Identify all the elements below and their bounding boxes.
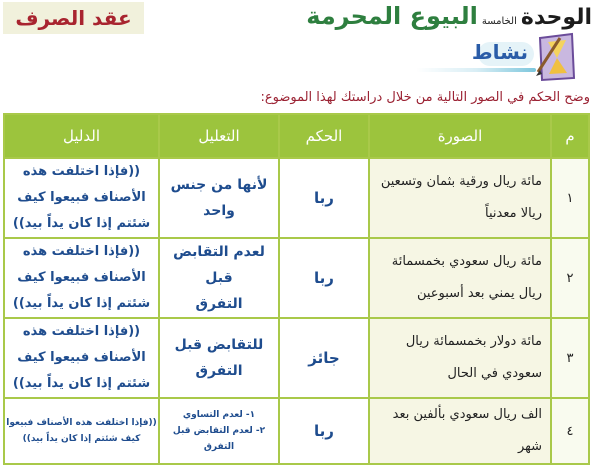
reason-line: ١- لعدم التساوي	[182, 410, 256, 420]
ruling-cell: ربا	[279, 398, 369, 464]
table-row	[4, 318, 589, 398]
column-header-picture: الصورة	[369, 114, 551, 158]
reason-line: التفرق	[195, 363, 243, 379]
evidence-line: شئتم إذا كان يداً بيد))	[12, 296, 151, 311]
ruling-cell: جائز	[279, 318, 369, 398]
row-number: ٣	[551, 318, 589, 398]
ruling-cell: ربا	[279, 158, 369, 238]
row-number: ٢	[551, 238, 589, 318]
reason-cell	[159, 398, 279, 464]
evidence-line: ((فإذا اختلفت هذه	[22, 324, 141, 339]
topic-label	[3, 2, 144, 34]
picture-cell	[369, 158, 551, 238]
table-row	[4, 398, 589, 464]
picture-cell	[369, 318, 551, 398]
evidence-line: ((فإذا اختلفت هذه	[22, 244, 141, 259]
reason-line: ٢- لعدم التقابض قبل التفرق	[172, 426, 266, 452]
evidence-cell	[4, 158, 159, 238]
evidence-line: ((فإذا اختلفت هذه	[22, 164, 141, 179]
evidence-cell	[4, 238, 159, 318]
picture-line: ريالا معدنياً	[485, 206, 542, 221]
topic-title: عقد الصرف	[15, 6, 132, 30]
rulings-table	[3, 113, 590, 465]
table-header-row	[4, 114, 589, 158]
evidence-line: الأصناف فبيعوا كيف	[17, 350, 146, 365]
picture-cell	[369, 238, 551, 318]
column-header-evidence: الدليل	[4, 114, 159, 158]
column-header-number: م	[551, 114, 589, 158]
reason-cell	[159, 318, 279, 398]
picture-line: مائة ريال سعودي بخمسمائة	[391, 254, 542, 269]
row-number: ٤	[551, 398, 589, 464]
reason-line: لعدم التقابض قبل	[173, 244, 265, 286]
evidence-line: كيف شئتم إذا كان يداً بيد))	[22, 434, 141, 444]
evidence-line: ((فإذا اختلفت هذه الأصناف فبيعوا	[6, 418, 157, 428]
picture-cell	[369, 398, 551, 464]
hourglass-pen-icon	[534, 32, 578, 82]
reason-line: واحد	[203, 203, 235, 219]
reason-cell	[159, 158, 279, 238]
unit-word: الوحدة	[520, 5, 592, 30]
evidence-line: شئتم إذا كان يداً بيد))	[12, 376, 151, 391]
evidence-cell	[4, 398, 159, 464]
evidence-line: شئتم إذا كان يداً بيد))	[12, 216, 151, 231]
reason-cell	[159, 238, 279, 318]
picture-line: مائة ريال ورقية بثمان وتسعين	[380, 174, 542, 189]
unit-number: الخامسة	[481, 16, 517, 27]
row-number: ١	[551, 158, 589, 238]
evidence-line: الأصناف فبيعوا كيف	[17, 190, 146, 205]
evidence-cell	[4, 318, 159, 398]
column-header-ruling: الحكم	[279, 114, 369, 158]
reason-line: لأنها من جنس	[170, 177, 268, 193]
activity-label: نشاط	[471, 40, 528, 64]
evidence-line: الأصناف فبيعوا كيف	[17, 270, 146, 285]
unit-title: البيوع المحرمة	[306, 2, 478, 30]
table-row	[4, 158, 589, 238]
picture-line: مائة دولار بخمسمائة ريال	[405, 334, 542, 349]
ruling-cell: ربا	[279, 238, 369, 318]
instruction-text: وضح الحكم في الصور التالية من خلال دراستك لهذا الموضوع:	[260, 90, 590, 105]
reason-line: التفرق	[195, 296, 243, 312]
picture-line: سعودي في الحال	[447, 366, 542, 381]
column-header-reason: التعليل	[159, 114, 279, 158]
picture-line: ريال يمني بعد أسبوعين	[416, 286, 542, 301]
reason-line: للتقابض قبل	[174, 337, 264, 353]
activity-badge	[456, 30, 586, 86]
picture-line: الف ريال سعودي بألفين بعد شهر	[392, 407, 542, 454]
table-row	[4, 238, 589, 318]
activity-underline	[416, 68, 536, 72]
